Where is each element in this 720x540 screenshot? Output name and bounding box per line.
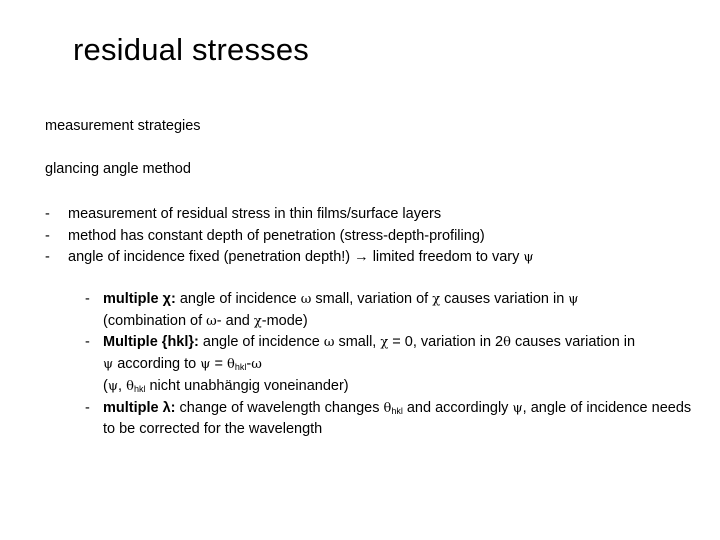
text: angle of incidence (198, 334, 324, 351)
text: small, (334, 334, 381, 351)
text: (combination of (103, 312, 207, 329)
theta-symbol: θ (503, 335, 511, 351)
text: = (210, 356, 227, 373)
bullet-label: Multiple {hkl}: (103, 334, 199, 351)
psi-symbol: ψ (523, 250, 534, 265)
bullet-dash: - (45, 249, 50, 265)
psi-symbol: ψ (512, 400, 523, 416)
text: ( (103, 377, 108, 394)
theta-symbol: θ (126, 378, 134, 394)
omega-symbol: ω (206, 313, 217, 329)
text: change of wavelength changes (175, 399, 384, 416)
omega-symbol: ω (251, 357, 262, 373)
bullet-dash: - (45, 206, 50, 222)
theta-symbol: θ (383, 400, 392, 416)
text: causes variation in (440, 291, 569, 307)
text: angle of incidence (175, 291, 301, 307)
psi-symbol: ψ (200, 357, 211, 373)
text: - (246, 356, 252, 373)
theta-symbol: θ (227, 357, 235, 373)
bullet-item (45, 204, 685, 226)
psi-symbol: ψ (107, 378, 119, 394)
sub-bullet-list (85, 289, 695, 441)
text: - and (216, 312, 254, 329)
sub-bullet-multiple-chi (85, 289, 695, 332)
bullet-dash: - (85, 399, 90, 416)
text: nicht unabhängig voneinander) (145, 377, 349, 394)
hkl-subscript: hkl (133, 383, 146, 394)
hkl-subscript: hkl (234, 362, 247, 373)
text: and accordingly (402, 399, 513, 416)
text: = 0, variation in 2 (388, 334, 504, 351)
subheading-method: glancing angle method (45, 161, 191, 177)
sub-bullet-multiple-lambda (85, 398, 695, 441)
chi-symbol: χ (253, 313, 262, 329)
sub-bullet-multiple-hkl (85, 332, 695, 397)
chi-symbol: χ (432, 292, 441, 307)
bullet-text: measurement of residual stress in thin films/surface layers (68, 206, 442, 222)
chi-symbol: χ (380, 335, 389, 351)
psi-symbol: ψ (103, 357, 114, 373)
subheading-strategies: measurement strategies (45, 118, 201, 134)
bullet-text: limited freedom to vary (368, 249, 524, 265)
bullet-item (45, 247, 685, 269)
arrow-icon: → (354, 249, 369, 265)
hkl-subscript: hkl (391, 405, 403, 416)
bullet-dash: - (85, 334, 90, 351)
text: according to (113, 356, 201, 373)
bullet-dash: - (85, 291, 90, 307)
main-bullet-list (45, 204, 685, 269)
slide-title: residual stresses (73, 32, 309, 67)
bullet-text: method has constant depth of penetration (stress-depth-profiling) (68, 227, 485, 244)
text: , (118, 377, 127, 394)
bullet-item (45, 226, 685, 248)
omega-symbol: ω (323, 335, 335, 351)
bullet-label: multiple λ: (103, 399, 176, 416)
bullet-dash: - (45, 227, 50, 244)
psi-symbol: ψ (568, 292, 579, 307)
text: small, variation of (311, 291, 433, 307)
text: causes variation in (510, 334, 636, 351)
omega-symbol: ω (300, 292, 312, 307)
bullet-label: multiple χ: (103, 291, 176, 307)
text: -mode) (261, 312, 308, 329)
bullet-text: angle of incidence fixed (penetration depth!) (68, 249, 355, 265)
text: , angle of incidence needs to be corrected for the wavelength (103, 399, 692, 438)
